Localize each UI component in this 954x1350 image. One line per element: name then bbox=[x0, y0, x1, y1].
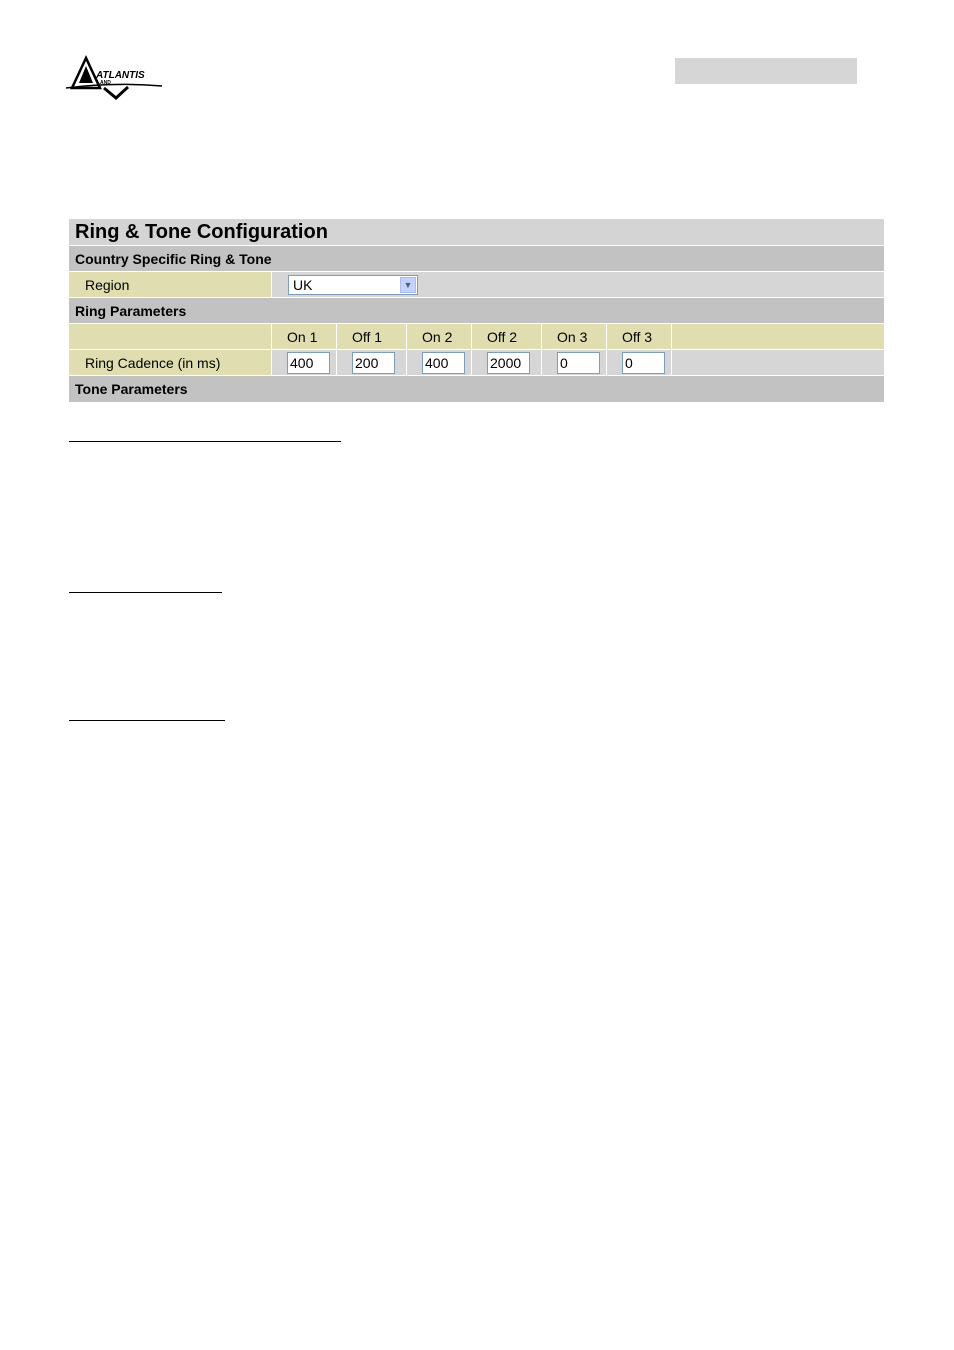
region-row bbox=[69, 272, 884, 298]
ring-cadence-area bbox=[272, 350, 884, 375]
region-label: Region bbox=[69, 272, 272, 297]
logo-text: ATLANTIS bbox=[96, 70, 145, 81]
column-header-on-3: On 3 bbox=[542, 324, 607, 349]
cadence-cell-off-2 bbox=[472, 350, 542, 375]
underline-rule-1 bbox=[69, 441, 341, 442]
header-bar bbox=[675, 58, 857, 84]
region-value-area bbox=[272, 272, 884, 297]
region-select-value: UK bbox=[293, 276, 313, 293]
cadence-on-2-input[interactable] bbox=[422, 352, 465, 374]
column-header-on-2: On 2 bbox=[407, 324, 472, 349]
cadence-cell-on-2 bbox=[407, 350, 472, 375]
column-header-off-3: Off 3 bbox=[607, 324, 672, 349]
chevron-down-icon[interactable]: ▼ bbox=[400, 277, 416, 293]
ring-cadence-label: Ring Cadence (in ms) bbox=[69, 350, 272, 375]
cadence-on-1-input[interactable] bbox=[287, 352, 330, 374]
ring-columns-area bbox=[272, 324, 884, 349]
tone-section-header: Tone Parameters bbox=[69, 376, 884, 402]
logo-sub-text: LAND bbox=[97, 80, 111, 86]
cadence-cell-on-3 bbox=[542, 350, 607, 375]
region-select[interactable] bbox=[288, 275, 418, 295]
ring-cadence-row bbox=[69, 350, 884, 376]
cadence-on-3-input[interactable] bbox=[557, 352, 600, 374]
cadence-off-1-input[interactable] bbox=[352, 352, 395, 374]
cadence-cell-off-1 bbox=[337, 350, 407, 375]
country-section-header: Country Specific Ring & Tone bbox=[69, 246, 884, 272]
cadence-cell-on-1 bbox=[272, 350, 337, 375]
panel-title: Ring & Tone Configuration bbox=[69, 219, 884, 246]
ring-columns-row bbox=[69, 324, 884, 350]
column-header-off-2: Off 2 bbox=[472, 324, 542, 349]
underline-rule-3 bbox=[69, 720, 225, 721]
underline-rule-2 bbox=[69, 592, 222, 593]
ring-tone-config-panel bbox=[69, 219, 884, 402]
atlantis-logo bbox=[64, 54, 164, 102]
ring-section-header: Ring Parameters bbox=[69, 298, 884, 324]
column-header-on-1: On 1 bbox=[272, 324, 337, 349]
cadence-cell-off-3 bbox=[607, 350, 672, 375]
cadence-off-2-input[interactable] bbox=[487, 352, 530, 374]
cadence-off-3-input[interactable] bbox=[622, 352, 665, 374]
ring-columns-label-spacer bbox=[69, 324, 272, 349]
column-header-off-1: Off 1 bbox=[337, 324, 407, 349]
